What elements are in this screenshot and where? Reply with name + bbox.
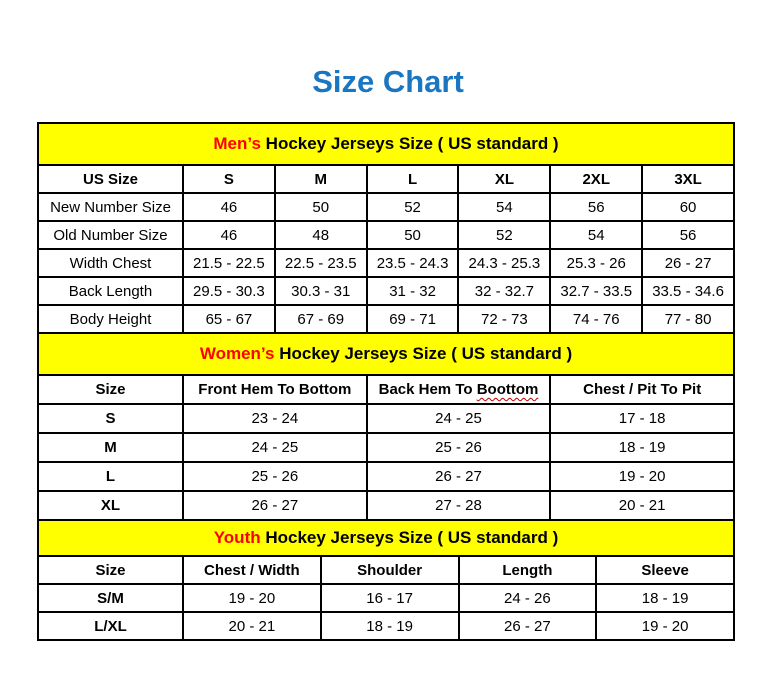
column-header: Shoulder bbox=[321, 556, 459, 584]
table-row bbox=[38, 584, 734, 612]
size-value: 54 bbox=[550, 221, 642, 249]
size-value: 24 - 25 bbox=[367, 404, 551, 433]
row-label: M bbox=[38, 433, 183, 462]
table-row bbox=[38, 612, 734, 640]
row-label: S bbox=[38, 404, 183, 433]
row-label: Body Height bbox=[38, 305, 183, 333]
column-header: Chest / Pit To Pit bbox=[550, 375, 734, 404]
row-label: L/XL bbox=[38, 612, 183, 640]
row-label: XL bbox=[38, 491, 183, 520]
size-value: 26 - 27 bbox=[183, 491, 367, 520]
size-value: 52 bbox=[367, 193, 459, 221]
size-value: 26 - 27 bbox=[642, 249, 734, 277]
size-value: 23 - 24 bbox=[183, 404, 367, 433]
size-value: 25 - 26 bbox=[367, 433, 551, 462]
size-value: 60 bbox=[642, 193, 734, 221]
youth-section-title-text: Hockey Jerseys Size ( US standard ) bbox=[265, 528, 559, 547]
size-value: 23.5 - 24.3 bbox=[367, 249, 459, 277]
column-header: Sleeve bbox=[596, 556, 734, 584]
column-header: S bbox=[183, 165, 275, 193]
table-row bbox=[38, 433, 734, 462]
table-row bbox=[38, 277, 734, 305]
size-value: 25 - 26 bbox=[183, 462, 367, 491]
womens-section-header bbox=[38, 333, 734, 375]
table-row bbox=[38, 305, 734, 333]
column-header: Size bbox=[38, 556, 183, 584]
size-value: 48 bbox=[275, 221, 367, 249]
womens-size-table bbox=[37, 332, 735, 521]
youth-section-header bbox=[38, 520, 734, 556]
mens-section-header bbox=[38, 123, 734, 165]
youth-size-table bbox=[37, 519, 735, 641]
row-label: Back Length bbox=[38, 277, 183, 305]
column-header: 2XL bbox=[550, 165, 642, 193]
size-value: 26 - 27 bbox=[459, 612, 597, 640]
column-header: M bbox=[275, 165, 367, 193]
row-label: L bbox=[38, 462, 183, 491]
youth-section-title-red: Youth bbox=[213, 528, 261, 547]
size-value: 19 - 20 bbox=[183, 584, 321, 612]
column-header: Length bbox=[459, 556, 597, 584]
womens-column-header-row bbox=[38, 375, 734, 404]
size-value: 54 bbox=[458, 193, 550, 221]
mens-column-header-row bbox=[38, 165, 734, 193]
mens-section-title-text: Hockey Jerseys Size ( US standard ) bbox=[265, 134, 559, 153]
size-value: 18 - 19 bbox=[321, 612, 459, 640]
size-chart bbox=[37, 122, 735, 641]
size-value: 19 - 20 bbox=[550, 462, 734, 491]
row-label: Width Chest bbox=[38, 249, 183, 277]
size-value: 69 - 71 bbox=[367, 305, 459, 333]
size-value: 29.5 - 30.3 bbox=[183, 277, 275, 305]
column-header: Chest / Width bbox=[183, 556, 321, 584]
womens-section-title-red: Women’s bbox=[199, 344, 275, 363]
womens-table-body bbox=[38, 404, 734, 520]
mens-size-table bbox=[37, 122, 735, 334]
youth-table-body bbox=[38, 584, 734, 640]
table-row bbox=[38, 462, 734, 491]
size-value: 26 - 27 bbox=[367, 462, 551, 491]
size-value: 32.7 - 33.5 bbox=[550, 277, 642, 305]
size-value: 18 - 19 bbox=[550, 433, 734, 462]
misspelled-word: Boottom bbox=[476, 381, 539, 398]
youth-section-title bbox=[38, 520, 734, 556]
row-label: S/M bbox=[38, 584, 183, 612]
size-value: 22.5 - 23.5 bbox=[275, 249, 367, 277]
size-value: 33.5 - 34.6 bbox=[642, 277, 734, 305]
mens-section-title bbox=[38, 123, 734, 165]
size-value: 19 - 20 bbox=[596, 612, 734, 640]
row-label: New Number Size bbox=[38, 193, 183, 221]
size-value: 17 - 18 bbox=[550, 404, 734, 433]
size-value: 31 - 32 bbox=[367, 277, 459, 305]
size-value: 72 - 73 bbox=[458, 305, 550, 333]
table-row bbox=[38, 404, 734, 433]
row-label: Old Number Size bbox=[38, 221, 183, 249]
size-value: 77 - 80 bbox=[642, 305, 734, 333]
column-header: Back Hem To Boottom bbox=[367, 375, 551, 404]
mens-table-body bbox=[38, 193, 734, 333]
table-row bbox=[38, 221, 734, 249]
column-header: L bbox=[367, 165, 459, 193]
size-value: 24 - 26 bbox=[459, 584, 597, 612]
column-header: XL bbox=[458, 165, 550, 193]
size-value: 24.3 - 25.3 bbox=[458, 249, 550, 277]
page-title: Size Chart bbox=[312, 64, 464, 99]
womens-section-title-text: Hockey Jerseys Size ( US standard ) bbox=[279, 344, 573, 363]
size-value: 50 bbox=[367, 221, 459, 249]
size-value: 21.5 - 22.5 bbox=[183, 249, 275, 277]
size-value: 27 - 28 bbox=[367, 491, 551, 520]
size-value: 65 - 67 bbox=[183, 305, 275, 333]
size-value: 20 - 21 bbox=[183, 612, 321, 640]
size-value: 50 bbox=[275, 193, 367, 221]
column-header: US Size bbox=[38, 165, 183, 193]
size-value: 24 - 25 bbox=[183, 433, 367, 462]
size-value: 25.3 - 26 bbox=[550, 249, 642, 277]
size-value: 52 bbox=[458, 221, 550, 249]
size-value: 16 - 17 bbox=[321, 584, 459, 612]
size-value: 20 - 21 bbox=[550, 491, 734, 520]
column-header: Size bbox=[38, 375, 183, 404]
table-row bbox=[38, 193, 734, 221]
womens-section-title bbox=[38, 333, 734, 375]
table-row bbox=[38, 491, 734, 520]
size-value: 30.3 - 31 bbox=[275, 277, 367, 305]
size-value: 56 bbox=[550, 193, 642, 221]
column-header: 3XL bbox=[642, 165, 734, 193]
size-value: 32 - 32.7 bbox=[458, 277, 550, 305]
size-value: 74 - 76 bbox=[550, 305, 642, 333]
mens-section-title-red: Men’s bbox=[213, 134, 261, 153]
size-value: 67 - 69 bbox=[275, 305, 367, 333]
size-value: 56 bbox=[642, 221, 734, 249]
table-row bbox=[38, 249, 734, 277]
column-header: Front Hem To Bottom bbox=[183, 375, 367, 404]
size-value: 46 bbox=[183, 221, 275, 249]
size-value: 18 - 19 bbox=[596, 584, 734, 612]
youth-column-header-row bbox=[38, 556, 734, 584]
size-value: 46 bbox=[183, 193, 275, 221]
